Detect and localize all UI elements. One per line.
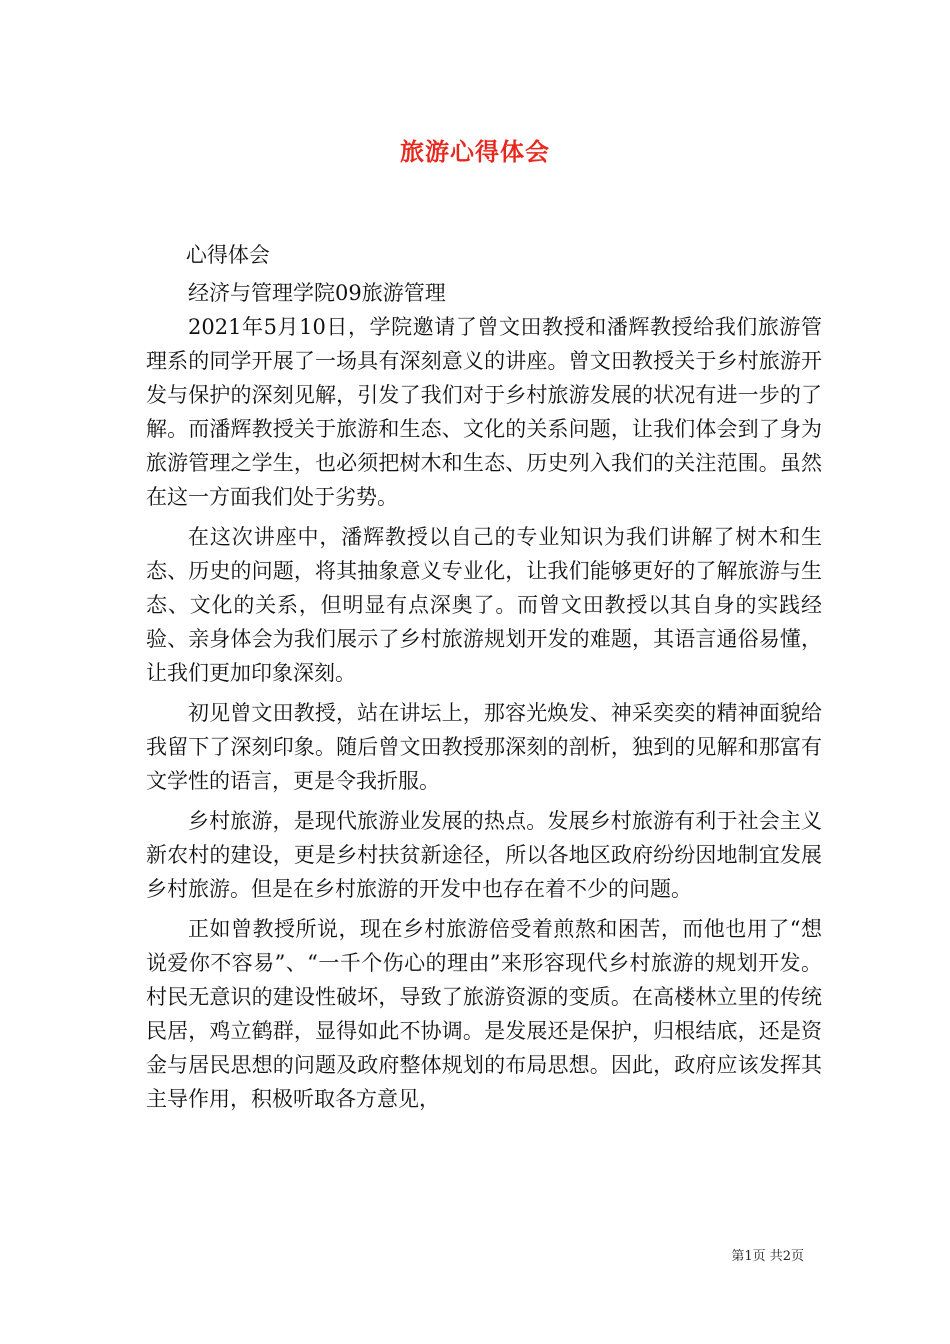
paragraph-4: 乡村旅游，是现代旅游业发展的热点。发展乡村旅游有利于社会主义新农村的建设，更是乡村扶贫新途径，所以各地区政府纷纷因地制宜发展乡村旅游。但是在乡村旅游的开发中也存在着不少的问题。	[146, 809, 822, 901]
document-body	[146, 238, 822, 1116]
section-heading: 心得体会	[185, 243, 270, 267]
paragraph-3: 初见曾文田教授，站在讲坛上，那容光焕发、神采奕奕的精神面貌给我留下了深刻印象。随后曾文田教授那深刻的剖析，独到的见解和那富有文学性的语言，更是令我折服。	[146, 701, 822, 793]
paragraph-5: 正如曾教授所说，现在乡村旅游倍受着煎熬和困苦，而他也用了“想说爱你不容易”、“一千个伤心的理由”来形容现代乡村旅游的规划开发。村民无意识的建设性破坏，导致了旅游资源的变质。在高楼林立里的传统民居，鸡立鹤群，显得如此不协调。是发展还是保护，归根结底，还是资金与居民思想的问题及政府整体规划的布局思想。因此，政府应该发挥其主导作用，积极听取各方意见，	[146, 917, 822, 1111]
subheading: 经济与管理学院09旅游管理	[188, 281, 446, 305]
page-number: 第1页 共2页	[731, 1249, 804, 1264]
page-title: 旅游心得体会	[400, 137, 550, 166]
paragraph-1: 2021年5月10日，学院邀请了曾文田教授和潘辉教授给我们旅游管理系的同学开展了一场具有深刻意义的讲座。曾文田教授关于乡村旅游开发与保护的深刻见解，引发了我们对于乡村旅游发展的状况有进一步的了解。而潘辉教授关于旅游和生态、文化的关系问题，让我们体会到了身为旅游管理之学生，也必须把树木和生态、历史列入我们的关注范围。虽然在这一方面我们处于劣势。	[146, 315, 822, 509]
paragraph-2: 在这次讲座中，潘辉教授以自己的专业知识为我们讲解了树木和生态、历史的问题，将其抽象意义专业化，让我们能够更好的了解旅游与生态、文化的关系，但明显有点深奥了。而曾文田教授以其自身的实践经验、亲身体会为我们展示了乡村旅游规划开发的难题，其语言通俗易懂，让我们更加印象深刻。	[146, 525, 822, 685]
